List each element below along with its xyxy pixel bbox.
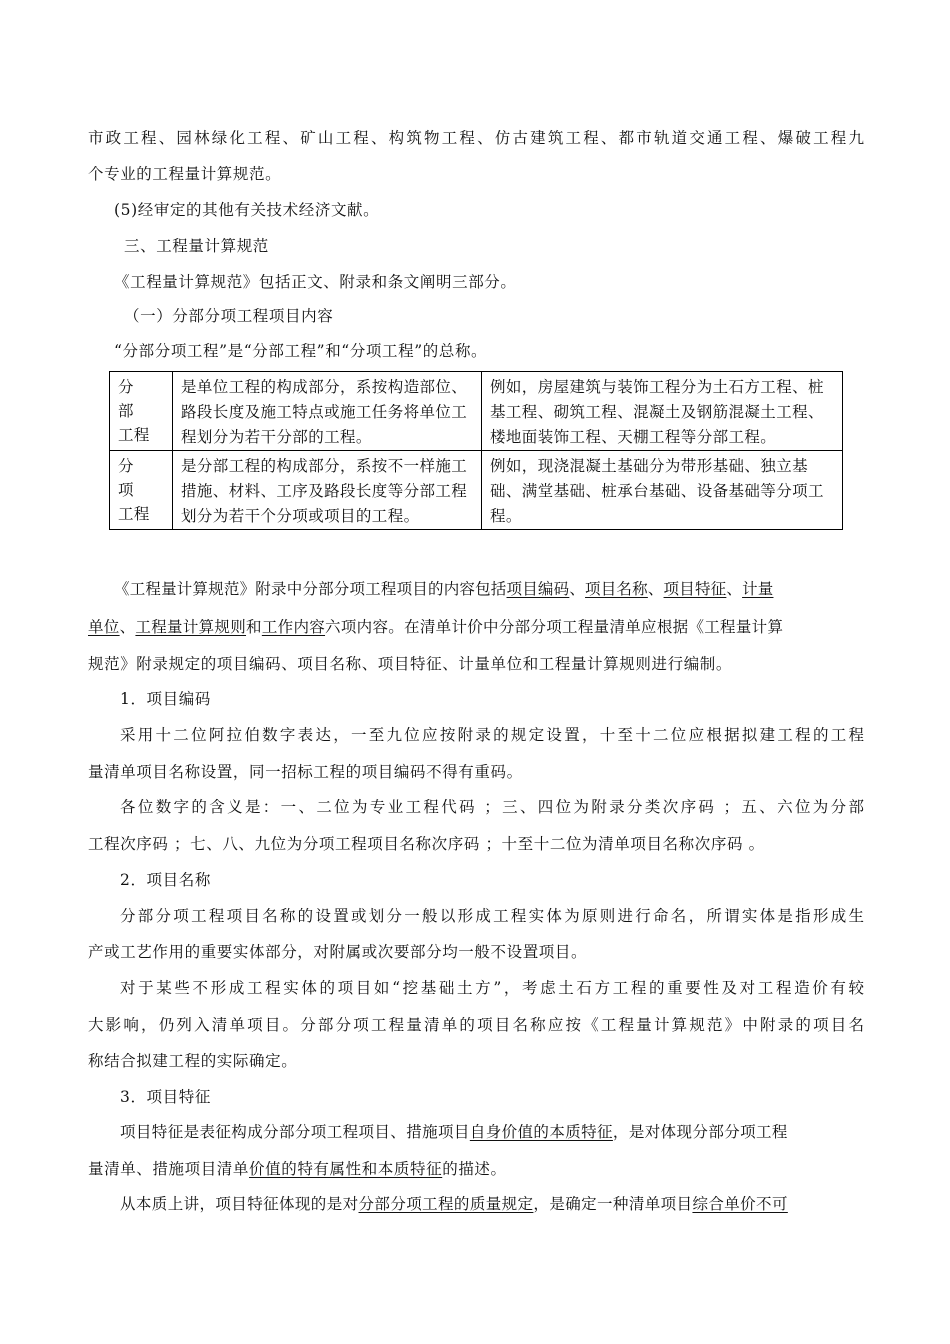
paragraph-line: 量清单、措施项目清单价值的特有属性和本质特征的描述。 [88,1160,507,1178]
table-row [110,451,843,530]
term-link: 单位 [88,618,120,636]
emphasis-underline: 综合单价不可 [692,1195,788,1213]
paragraph: (5)经审定的其他有关技术经济文献。 [114,201,380,219]
numbered-heading: 3．项目特征 [120,1088,211,1106]
paragraph-line: 对于某些不形成工程实体的项目如“挖基础土方”，考虑土石方工程的重要性及对工程造价有较 [120,979,864,997]
paragraph-line: 从本质上讲，项目特征体现的是对分部分项工程的质量规定，是确定一种清单项目综合单价不可 [120,1195,788,1213]
paragraph-line: 采用十二位阿拉伯数字表达，一至九位应按附录的规定设置，十至十二位应根据拟建工程的工程 [120,726,864,744]
paragraph-line: 产或工艺作用的重要实体部分，对附属或次要部分均一般不设置项目。 [88,943,588,961]
emphasis-underline: 自身价值的本质特征 [469,1123,613,1141]
paragraph-line: 各位数字的含义是：一、二位为专业工程代码 ；三、四位为附录分类次序码 ；五、六位为分部 [120,798,864,816]
paragraph-line: 量清单项目名称设置，同一招标工程的项目编码不得有重码。 [88,763,523,781]
emphasis-underline: 分部分项工程的质量规定 [358,1195,534,1213]
term-link: 工程量计算规则 [135,618,247,636]
paragraph-line: 项目特征是表征构成分部分项工程项目、措施项目自身价值的本质特征，是对体现分部分项工程 [120,1123,788,1141]
table-cell-term: 分 项 工程 [110,451,173,530]
paragraph: 《工程量计算规范》包括正文、附录和条文阐明三部分。 [114,273,517,291]
paragraph-line: 大影响，仍列入清单项目。分部分项工程量清单的项目名称应按《工程量计算规范》中附录的项目名 [88,1016,864,1034]
table-cell-term: 分 部 工程 [110,372,173,451]
paragraph-line: 规范》附录规定的项目编码、项目名称、项目特征、计量单位和工程量计算规则进行编制。 [88,655,733,673]
definition-table [109,371,843,530]
paragraph-line: 单位、工程量计算规则和工作内容六项内容。在清单计价中分部分项工程量清单应根据《工程量计算 [88,618,784,636]
term-link: 计量 [742,580,774,598]
term-link: 项目编码 [506,580,570,598]
table-row [110,372,843,451]
paragraph-line: 分部分项工程项目名称的设置或划分一般以形成工程实体为原则进行命名，所谓实体是指形成生 [120,907,864,925]
paragraph-line: 个专业的工程量计算规范。 [88,165,282,183]
section-heading: 三、工程量计算规范 [124,237,269,255]
table-cell-example: 例如，房屋建筑与装饰工程分为土石方工程、桩基工程、砌筑工程、混凝土及钢筋混凝土工程、楼地面装饰工程、天棚工程等分部工程。 [482,372,843,451]
table-cell-description: 是分部工程的构成部分，系按不一样施工措施、材料、工序及路段长度等分部工程划分为若干个分项或项目的工程。 [173,451,482,530]
paragraph-line: 《工程量计算规范》附录中分部分项工程项目的内容包括项目编码、项目名称、项目特征、计量 [114,580,774,598]
paragraph-line: 称结合拟建工程的实际确定。 [88,1052,298,1070]
paragraph-line: 工程次序码 ；七、八、九位为分项工程项目名称次序码 ；十至十二位为清单项目名称次序码 。 [88,835,765,853]
paragraph: “分部分项工程”是“分部工程”和“分项工程”的总称。 [114,342,488,360]
paragraph-line: 市政工程、园林绿化工程、矿山工程、构筑物工程、仿古建筑工程、都市轨道交通工程、爆破工程九 [88,129,864,147]
term-link: 项目名称 [585,580,648,598]
table-cell-description: 是单位工程的构成部分，系按构造部位、路段长度及施工特点或施工任务将单位工程划分为若干分部的工程。 [173,372,482,451]
subsection-heading: （一）分部分项工程项目内容 [124,307,334,325]
term-link: 工作内容 [261,618,326,636]
numbered-heading: 2．项目名称 [120,871,211,889]
numbered-heading: 1．项目编码 [120,690,211,708]
table-cell-example: 例如，现浇混凝土基础分为带形基础、独立基础、满堂基础、桩承台基础、设备基础等分项工程。 [482,451,843,530]
term-link: 项目特征 [663,580,727,598]
emphasis-underline: 价值的特有属性和本质特征 [249,1160,443,1178]
